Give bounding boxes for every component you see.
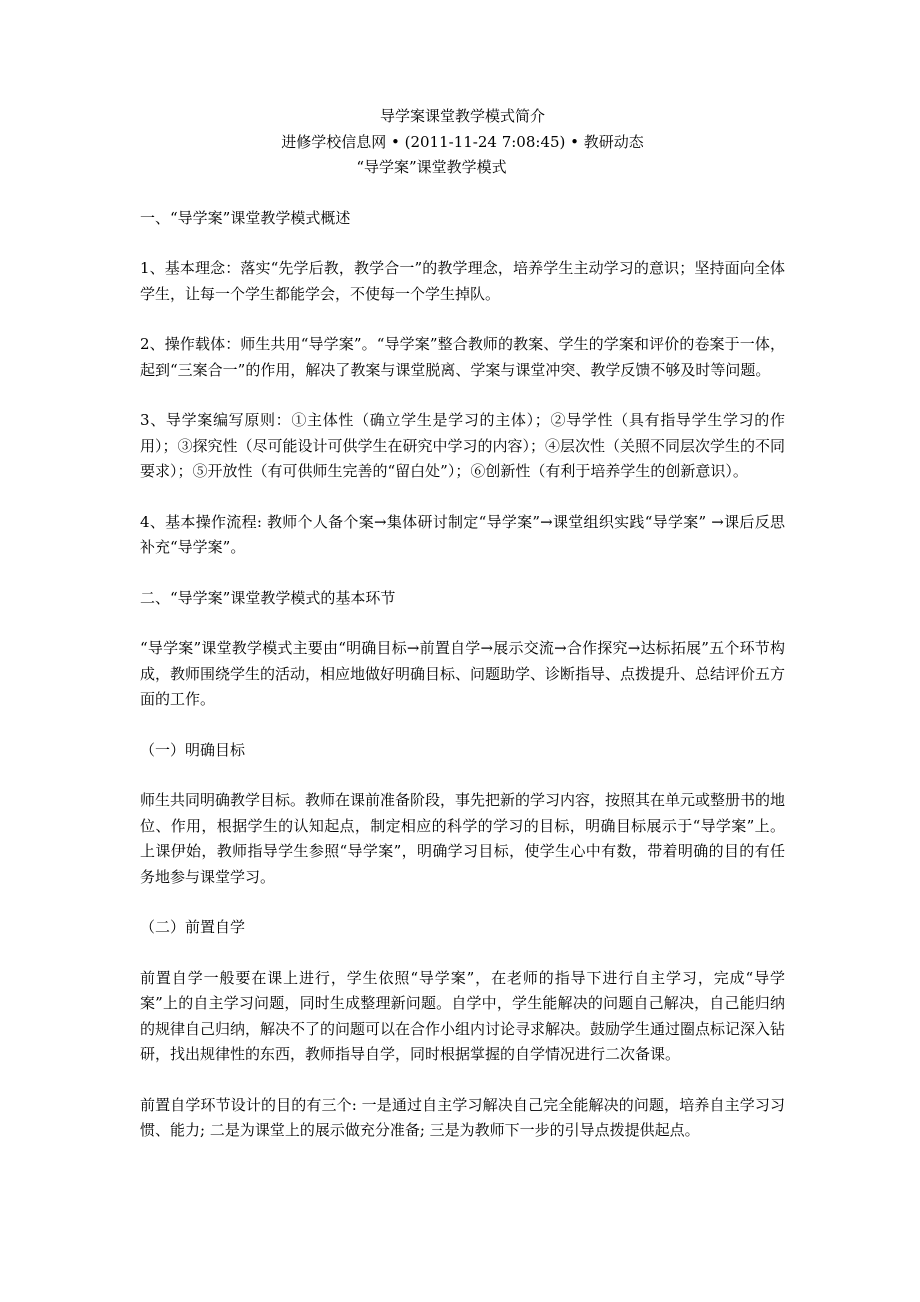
paragraph-five-steps: “导学案”课堂教学模式主要由“明确目标→前置自学→展示交流→合作探究→达标拓展”五个环节构成，教师围绕学生的活动，相应地做好明确目标、问题助学、诊断指导、点拨提升、总结评价五方面的工作。: [140, 639, 786, 708]
paragraph-operation-carrier: 2、操作载体：师生共用“导学案”。“导学案”整合教师的教案、学生的学案和评价的卷案于一体，起到“三案合一”的作用，解决了教案与课堂脱离、学案与课堂冲突、教学反馈不够及时等问题。: [140, 335, 785, 379]
subheading-pre-study: （二）前置自学: [140, 918, 246, 936]
document-subtitle: “导学案”课堂教学模式: [356, 158, 507, 176]
paragraph-pre-study-purpose: 前置自学环节设计的目的有三个: 一是通过自主学习解决自己完全能解决的问题，培养自主学习习惯、能力; 二是为课堂上的展示做充分准备; 三是为教师下一步的引导点拨提供起点。: [140, 1095, 785, 1139]
paragraph-operation-process: 4、基本操作流程: 教师个人备个案→集体研讨制定“导学案”→课堂组织实践“导学案” →课后反思补充“导学案”。: [140, 512, 785, 556]
section-heading-basic-steps: 二、“导学案”课堂教学模式的基本环节: [140, 588, 396, 607]
document-title: 导学案课堂教学模式简介: [379, 107, 545, 125]
paragraph-writing-principles: 3、导学案编写原则：①主体性（确立学生是学习的主体）；②导学性（具有指导学生学习的作用）；③探究性（尽可能设计可供学生在研究中学习的内容）；④层次性（关照不同层次学生的不同要求）；⑤开放性（有可供师生完善的“留白处”）；⑥创新性（有利于培养学生的创新意识）。: [140, 411, 786, 480]
section-heading-overview: 一、“导学案”课堂教学模式概述: [140, 208, 351, 227]
document-body: [140, 104, 785, 1144]
source-line: 进修学校信息网 • (2011-11-24 7:08:45) • 教研动态: [281, 132, 644, 151]
paragraph-basic-concept: 1、基本理念：落实“先学后教，教学合一”的教学理念，培养学生主动学习的意识；坚持面向全体学生，让每一个学生都能学会，不使每一个学生掉队。: [140, 259, 785, 303]
paragraph-clear-goals: 师生共同明确教学目标。教师在课前准备阶段，事先把新的学习内容，按照其在单元或整册书的地位、作用，根据学生的认知起点，制定相应的科学的学习的目标，明确目标展示于“导学案”上。上课伊始，教师指导学生参照“导学案”，明确学习目标，使学生心中有数，带着明确的目的有任务地参与课堂学习。: [140, 791, 786, 886]
subheading-clear-goals: （一）明确目标: [140, 740, 246, 759]
paragraph-pre-study: 前置自学一般要在课上进行，学生依照“导学案”，在老师的指导下进行自主学习，完成“导学案”上的自主学习问题，同时生成整理新问题。自学中，学生能解决的问题自己解决，自己能归纳的规律自己归纳，解决不了的问题可以在合作小组内讨论寻求解决。鼓励学生通过圈点标记深入钻研，找出规律性的东西，教师指导自学，同时根据掌握的自学情况进行二次备课。: [140, 968, 786, 1063]
